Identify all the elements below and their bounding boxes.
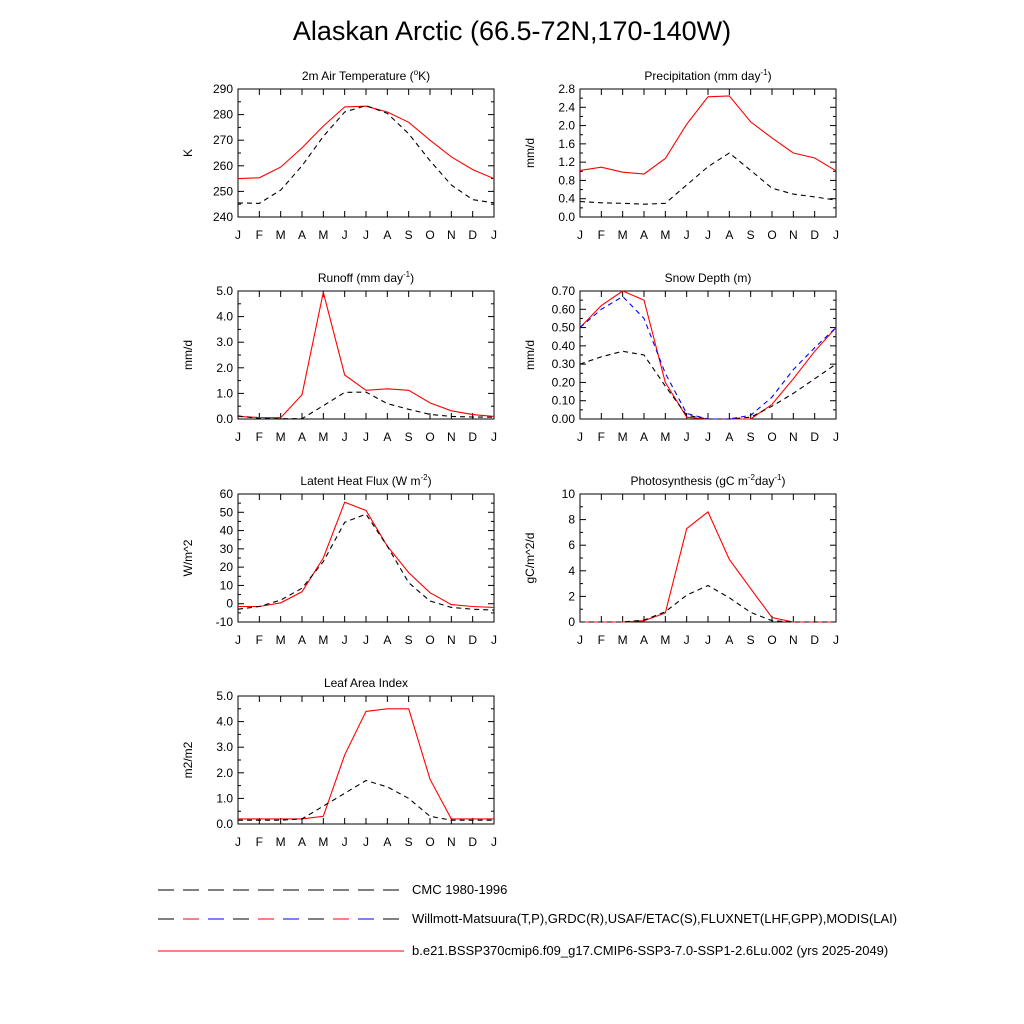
x-tick-label: S <box>404 430 413 444</box>
x-tick-label: N <box>446 228 456 242</box>
y-axis-label: mm/d <box>523 138 537 168</box>
x-tick-label: O <box>425 835 435 849</box>
title-text: Precipitation (mm day <box>644 69 761 83</box>
x-tick-label: O <box>767 228 777 242</box>
y-axis-label: mm/d <box>181 340 195 370</box>
y-tick-label: 280 <box>212 107 233 122</box>
plot-frame <box>238 696 494 824</box>
y-tick-label: 2.0 <box>216 360 233 375</box>
title-superscript: -2 <box>747 473 756 482</box>
panel-title <box>324 676 408 690</box>
title-text: Runoff (mm day <box>317 271 404 285</box>
title-text: ) <box>427 474 432 488</box>
y-tick-label: 0.60 <box>551 302 575 317</box>
x-tick-label: N <box>446 835 456 849</box>
y-axis-label: gC/m^2/d <box>523 532 537 584</box>
title-superscript: -1 <box>403 270 411 279</box>
x-tick-label: M <box>275 835 286 849</box>
x-tick-label: A <box>297 835 307 849</box>
x-tick-label: A <box>639 228 649 242</box>
y-tick-label: 0.70 <box>551 284 575 298</box>
x-tick-label: S <box>746 633 755 647</box>
y-tick-label: 240 <box>212 210 233 224</box>
y-tick-label: 4.0 <box>216 714 233 729</box>
plot-frame <box>580 89 836 217</box>
series-line-obs <box>238 106 494 204</box>
x-tick-label: J <box>577 430 583 444</box>
x-tick-label: J <box>705 228 711 242</box>
y-tick-label: 0.50 <box>551 320 575 335</box>
x-tick-label: J <box>491 633 497 647</box>
title-text: ) <box>781 474 786 488</box>
x-tick-label: D <box>468 835 478 849</box>
y-tick-label: 290 <box>212 82 233 96</box>
title-text: 2m Air Temperature ( <box>301 69 414 83</box>
series-line-model <box>580 96 836 174</box>
x-tick-label: F <box>597 633 606 647</box>
x-tick-label: J <box>833 228 839 242</box>
title-text: day <box>755 474 775 488</box>
x-tick-label: N <box>788 228 798 242</box>
x-tick-label: J <box>577 633 583 647</box>
title-text: ) <box>410 271 415 285</box>
y-tick-label: 260 <box>212 158 233 173</box>
y-tick-label: 2.0 <box>558 118 575 133</box>
series-line-model <box>238 709 494 819</box>
x-tick-label: S <box>404 228 413 242</box>
x-tick-label: O <box>425 430 435 444</box>
y-axis-label: W/m^2 <box>181 539 195 577</box>
x-tick-label: F <box>255 228 264 242</box>
x-tick-label: N <box>446 633 456 647</box>
series-line-obs <box>238 781 494 821</box>
y-tick-label: 1.2 <box>558 155 575 170</box>
y-tick-label: 0 <box>568 615 575 629</box>
page-title: Alaskan Arctic (66.5-72N,170-140W) <box>292 16 732 46</box>
plot-frame <box>238 494 494 622</box>
y-tick-label: 1.6 <box>558 136 575 151</box>
y-tick-label: 0.4 <box>558 191 575 206</box>
title-text: Latent Heat Flux (W m <box>300 474 421 488</box>
x-tick-label: D <box>468 430 478 444</box>
x-tick-label: J <box>235 633 241 647</box>
x-tick-label: M <box>660 430 671 444</box>
x-tick-label: M <box>617 633 628 647</box>
series-line-obs <box>580 351 836 419</box>
x-tick-label: J <box>363 835 369 849</box>
x-tick-label: A <box>725 228 734 242</box>
x-tick-label: M <box>318 835 329 849</box>
y-tick-label: 6 <box>568 538 575 553</box>
x-tick-label: D <box>810 228 820 242</box>
panel-title <box>318 270 414 285</box>
x-tick-label: J <box>235 228 241 242</box>
panel-title <box>302 68 430 83</box>
x-tick-label: M <box>318 430 329 444</box>
x-tick-label: D <box>810 430 820 444</box>
title-text: K) <box>418 69 431 83</box>
chart-panel-2 <box>523 68 839 242</box>
x-tick-label: J <box>341 228 348 242</box>
chart-panel-6 <box>523 473 839 647</box>
y-tick-label: 30 <box>219 541 233 556</box>
x-tick-label: J <box>363 228 369 242</box>
x-tick-label: D <box>810 633 820 647</box>
plot-frame <box>580 291 836 419</box>
x-tick-label: N <box>788 633 798 647</box>
panel-title <box>300 473 431 488</box>
y-tick-label: 5.0 <box>216 284 233 298</box>
x-tick-label: F <box>255 430 264 444</box>
x-tick-label: A <box>725 633 734 647</box>
x-tick-label: M <box>660 633 671 647</box>
x-tick-label: N <box>446 430 456 444</box>
x-tick-label: J <box>341 835 348 849</box>
y-tick-label: 10 <box>219 578 233 593</box>
x-tick-label: N <box>788 430 798 444</box>
y-tick-label: 0.0 <box>558 210 575 224</box>
x-tick-label: M <box>318 633 329 647</box>
title-text: Photosynthesis (gC m <box>630 474 748 488</box>
x-tick-label: S <box>404 633 413 647</box>
x-tick-label: D <box>468 228 478 242</box>
x-tick-label: A <box>297 430 307 444</box>
y-tick-label: 1.0 <box>216 386 233 401</box>
y-tick-label: 0.00 <box>551 412 575 426</box>
y-tick-label: 8 <box>568 512 575 527</box>
y-tick-label: 0.0 <box>216 412 233 426</box>
y-tick-label: 50 <box>219 505 233 520</box>
x-tick-label: J <box>705 430 711 444</box>
x-tick-label: M <box>617 430 628 444</box>
x-tick-label: J <box>491 430 497 444</box>
title-superscript: o <box>413 68 419 77</box>
panel-title <box>631 473 786 488</box>
x-tick-label: S <box>746 430 755 444</box>
title-superscript: -2 <box>420 473 428 482</box>
series-line-obs <box>580 153 836 204</box>
x-tick-label: M <box>275 430 286 444</box>
legend-label: b.e21.BSSP370cmip6.f09_g17.CMIP6-SSP3-7.0-SSP1-2.6Lu.002 (yrs 2025-2049) <box>412 943 889 958</box>
y-tick-label: 0.8 <box>558 173 575 188</box>
x-tick-label: M <box>660 228 671 242</box>
y-tick-label: 2.8 <box>558 82 575 96</box>
x-tick-label: A <box>383 835 392 849</box>
y-tick-label: 2.4 <box>558 100 575 115</box>
x-tick-label: J <box>363 633 369 647</box>
x-tick-label: M <box>318 228 329 242</box>
chart-panel-1 <box>181 68 497 242</box>
y-tick-label: 0.10 <box>551 393 575 408</box>
title-text: ) <box>767 69 772 83</box>
x-tick-label: J <box>683 228 690 242</box>
chart-panel-4 <box>523 271 839 444</box>
x-tick-label: J <box>341 430 348 444</box>
y-tick-label: 4 <box>568 563 575 578</box>
x-tick-label: A <box>639 430 649 444</box>
y-tick-label: 60 <box>219 487 233 501</box>
y-tick-label: 0.40 <box>551 338 575 353</box>
y-tick-label: -10 <box>215 615 233 629</box>
y-axis-label: K <box>181 148 195 158</box>
x-tick-label: M <box>275 633 286 647</box>
chart-panel-5 <box>181 473 497 647</box>
x-tick-label: A <box>383 633 392 647</box>
y-tick-label: 0.0 <box>216 817 233 831</box>
series-line-model <box>238 292 494 417</box>
x-tick-label: S <box>404 835 413 849</box>
title-superscript: -1 <box>760 68 768 77</box>
y-tick-label: 3.0 <box>216 335 233 350</box>
legend-label: Willmott-Matsuura(T,P),GRDC(R),USAF/ETAC(S),FLUXNET(LHF,GPP),MODIS(LAI) <box>412 911 898 926</box>
legend-label: CMC 1980-1996 <box>412 882 508 897</box>
series-line-model <box>238 106 494 178</box>
x-tick-label: J <box>491 228 497 242</box>
y-tick-label: 1.0 <box>216 791 233 806</box>
series-line-model <box>238 502 494 607</box>
y-tick-label: 0.30 <box>551 357 575 372</box>
y-tick-label: 2 <box>568 589 575 604</box>
panel-title <box>665 271 752 285</box>
x-tick-label: A <box>383 228 392 242</box>
panel-title <box>644 68 771 83</box>
x-tick-label: F <box>255 835 264 849</box>
y-tick-label: 250 <box>212 184 233 199</box>
plot-frame <box>238 291 494 419</box>
x-tick-label: O <box>767 633 777 647</box>
y-tick-label: 0.20 <box>551 375 575 390</box>
y-tick-label: 5.0 <box>216 689 233 703</box>
chart-panel-7 <box>181 676 497 849</box>
title-text: Snow Depth (m) <box>664 271 752 285</box>
x-tick-label: A <box>297 228 307 242</box>
x-tick-label: F <box>255 633 264 647</box>
x-tick-label: J <box>833 430 839 444</box>
plot-frame <box>238 89 494 217</box>
x-tick-label: A <box>639 633 649 647</box>
x-tick-label: F <box>597 228 606 242</box>
x-tick-label: S <box>746 228 755 242</box>
y-axis-label: m2/m2 <box>181 741 195 779</box>
x-tick-label: O <box>425 633 435 647</box>
y-tick-label: 2.0 <box>216 765 233 780</box>
series-line-model <box>580 512 836 622</box>
x-tick-label: O <box>767 430 777 444</box>
x-tick-label: A <box>297 633 307 647</box>
x-tick-label: J <box>683 430 690 444</box>
x-tick-label: J <box>683 633 690 647</box>
x-tick-label: J <box>577 228 583 242</box>
title-superscript: -1 <box>774 473 782 482</box>
x-tick-label: D <box>468 633 478 647</box>
chart-panel-3 <box>181 270 497 444</box>
x-tick-label: J <box>833 633 839 647</box>
y-tick-label: 3.0 <box>216 740 233 755</box>
x-tick-label: J <box>235 430 241 444</box>
x-tick-label: M <box>617 228 628 242</box>
x-tick-label: A <box>725 430 734 444</box>
y-tick-label: 20 <box>219 560 233 575</box>
y-axis-label: mm/d <box>523 340 537 370</box>
x-tick-label: O <box>425 228 435 242</box>
legend <box>158 882 897 958</box>
x-tick-label: F <box>597 430 606 444</box>
y-tick-label: 0 <box>226 596 233 611</box>
x-tick-label: J <box>341 633 348 647</box>
x-tick-label: J <box>491 835 497 849</box>
y-tick-label: 40 <box>219 523 233 538</box>
y-tick-label: 10 <box>561 487 575 501</box>
x-tick-label: A <box>383 430 392 444</box>
x-tick-label: M <box>275 228 286 242</box>
series-line-obs_alt <box>580 297 836 420</box>
x-tick-label: J <box>705 633 711 647</box>
series-line-obs <box>238 514 494 610</box>
series-line-model <box>580 291 836 419</box>
title-text: Leaf Area Index <box>323 676 409 690</box>
x-tick-label: J <box>363 430 369 444</box>
y-tick-label: 270 <box>212 133 233 148</box>
y-tick-label: 4.0 <box>216 309 233 324</box>
x-tick-label: J <box>235 835 241 849</box>
